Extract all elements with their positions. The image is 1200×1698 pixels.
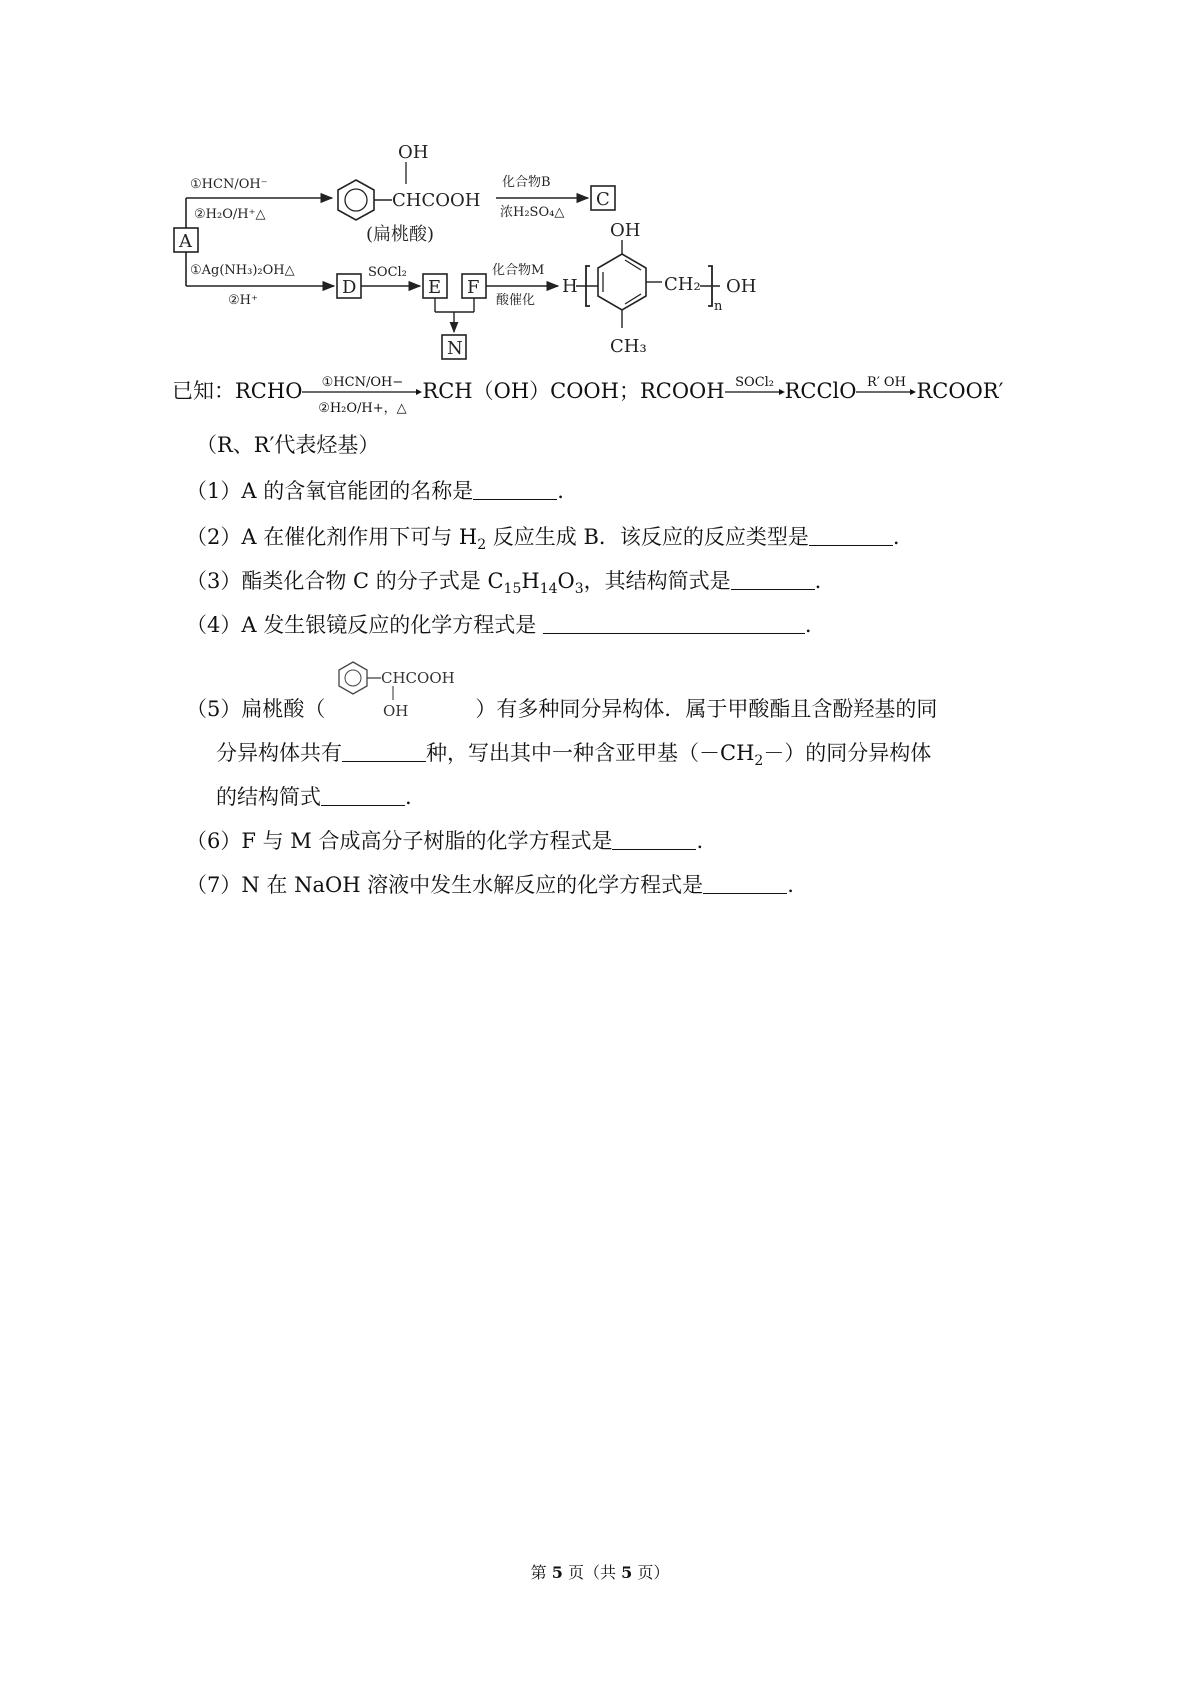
inline-oh: OH	[383, 701, 409, 720]
mandelic-name: (扁桃酸)	[366, 224, 435, 245]
socl2-label: SOCl₂	[368, 265, 407, 280]
known-line	[172, 375, 1004, 416]
reagent-m-bottom: 酸催化	[496, 293, 536, 308]
lower-reagent-1: ①Ag(NH₃)₂OH△	[190, 263, 295, 278]
label-f: F	[467, 277, 480, 298]
question-5-text-f: 的结构简式	[216, 785, 321, 809]
question-5-text-c: 分异构体共有	[216, 741, 342, 765]
question-3-sub-3: 3	[574, 581, 584, 597]
known-arrow-1	[302, 375, 422, 416]
question-4-text: （4）A 发生银镜反应的化学方程式是	[186, 613, 543, 637]
benzene-ring-polymer	[598, 254, 646, 310]
upper-reagent-2: ②H₂O/H⁺△	[194, 207, 266, 222]
question-1-text: （1）A 的含氧官能团的名称是	[186, 479, 474, 503]
footer-prefix: 第	[530, 1563, 552, 1582]
question-5-text-a: （5）扁桃酸（	[186, 697, 326, 721]
answer-blank-4[interactable]	[543, 611, 805, 634]
question-2-text-b: 反应生成 B．该反应的反应类型是	[486, 525, 809, 549]
lower-reagent-2: ②H⁺	[228, 293, 258, 308]
known-product-3: RCOOR′	[916, 379, 1004, 403]
question-6	[186, 826, 703, 856]
polymer-end-oh: OH	[726, 276, 757, 297]
polymer-h: H	[562, 276, 578, 297]
answer-blank-2[interactable]	[809, 523, 893, 546]
answer-blank-5a[interactable]	[342, 739, 426, 762]
footer-total-pages: 5	[621, 1563, 633, 1582]
known-arrow-2-top: SOCl₂	[735, 375, 775, 390]
question-6-end: .	[696, 829, 704, 853]
question-3-text-b: ，其结构简式是	[583, 569, 731, 593]
question-5-text-b: ）有多种同分异构体．属于甲酸酯且含酚羟基的同	[475, 697, 938, 721]
question-4	[186, 610, 812, 640]
label-a: A	[179, 231, 192, 252]
question-7-end: .	[787, 873, 794, 897]
question-2-text-a: （2）A 在催化剂作用下可与 H	[186, 525, 478, 549]
polymer-ch2: CH₂	[664, 274, 701, 295]
mandelic-inline-svg	[325, 656, 475, 726]
answer-blank-7[interactable]	[703, 871, 787, 894]
label-c: C	[596, 189, 610, 210]
footer-middle: 页（共	[562, 1563, 622, 1582]
label-e: E	[428, 277, 442, 298]
page-footer	[0, 1560, 1200, 1583]
mandelic-inline-structure	[325, 668, 475, 726]
question-7	[186, 870, 794, 900]
footer-suffix: 页）	[632, 1563, 670, 1582]
footer-page-number: 5	[551, 1563, 563, 1582]
polymer-n: n	[714, 299, 723, 314]
mandelic-oh: OH	[398, 142, 429, 163]
known-note: （R、R′代表烃基）	[196, 433, 380, 457]
question-3-text-a: （3）酯类化合物 C 的分子式是 C	[186, 569, 504, 593]
answer-blank-6[interactable]	[612, 827, 696, 850]
question-3-sub-2: 14	[539, 581, 558, 597]
question-5-text-e: －）的同分异构体	[763, 741, 932, 765]
question-5-sub: 2	[754, 753, 764, 769]
known-arrow-2	[725, 375, 785, 402]
question-2	[186, 522, 900, 552]
mandelic-chain: CHCOOH	[392, 190, 481, 211]
answer-blank-3[interactable]	[731, 567, 815, 590]
polymer-ch3: CH₃	[610, 336, 647, 357]
label-d: D	[342, 277, 357, 298]
question-7-text: （7）N 在 NaOH 溶液中发生水解反应的化学方程式是	[186, 873, 704, 897]
question-4-end: .	[804, 613, 812, 637]
label-n: N	[447, 338, 463, 359]
question-3-mid-2: O	[557, 569, 575, 593]
question-5-text-d: 种，写出其中一种含亚甲基（－CH	[426, 741, 755, 765]
reagent-b-bottom: 浓H₂SO₄△	[500, 205, 565, 220]
question-3	[186, 566, 821, 596]
question-3-mid-1: H	[521, 569, 540, 593]
question-5-line-3	[216, 782, 412, 812]
known-arrow-1-top: ①HCN/OH−	[321, 375, 404, 390]
question-5-line-2	[216, 738, 931, 768]
question-3-sub-1: 15	[503, 581, 522, 597]
reaction-scheme	[170, 140, 1070, 400]
question-5-end: .	[405, 785, 412, 809]
known-arrow-1-bottom: ②H₂O/H+，△	[318, 401, 407, 416]
question-1-end: .	[557, 479, 564, 503]
known-product-2: RCClO	[784, 379, 857, 403]
reagent-b-top: 化合物B	[502, 175, 551, 190]
inline-chain: CHCOOH	[381, 668, 456, 687]
benzene-ring-mandelic	[338, 180, 374, 220]
polymer-oh: OH	[610, 220, 641, 241]
reaction-scheme-svg	[170, 140, 1070, 400]
upper-reagent-1: ①HCN/OH⁻	[190, 177, 268, 192]
question-2-end: .	[892, 525, 900, 549]
question-6-text: （6）F 与 M 合成高分子树脂的化学方程式是	[186, 829, 613, 853]
answer-blank-5b[interactable]	[321, 783, 405, 806]
answer-blank-1[interactable]	[473, 477, 557, 500]
question-2-sub: 2	[477, 537, 487, 553]
question-3-end: .	[814, 569, 822, 593]
question-1	[186, 476, 564, 506]
known-arrow-3	[856, 375, 916, 402]
reagent-m-top: 化合物M	[492, 263, 545, 278]
known-arrow-3-top: R′ OH	[867, 375, 906, 390]
question-5-line-1	[186, 668, 938, 726]
known-prefix: 已知：RCHO	[172, 379, 303, 403]
known-product-1: RCH（OH）COOH；RCOOH	[422, 379, 725, 403]
